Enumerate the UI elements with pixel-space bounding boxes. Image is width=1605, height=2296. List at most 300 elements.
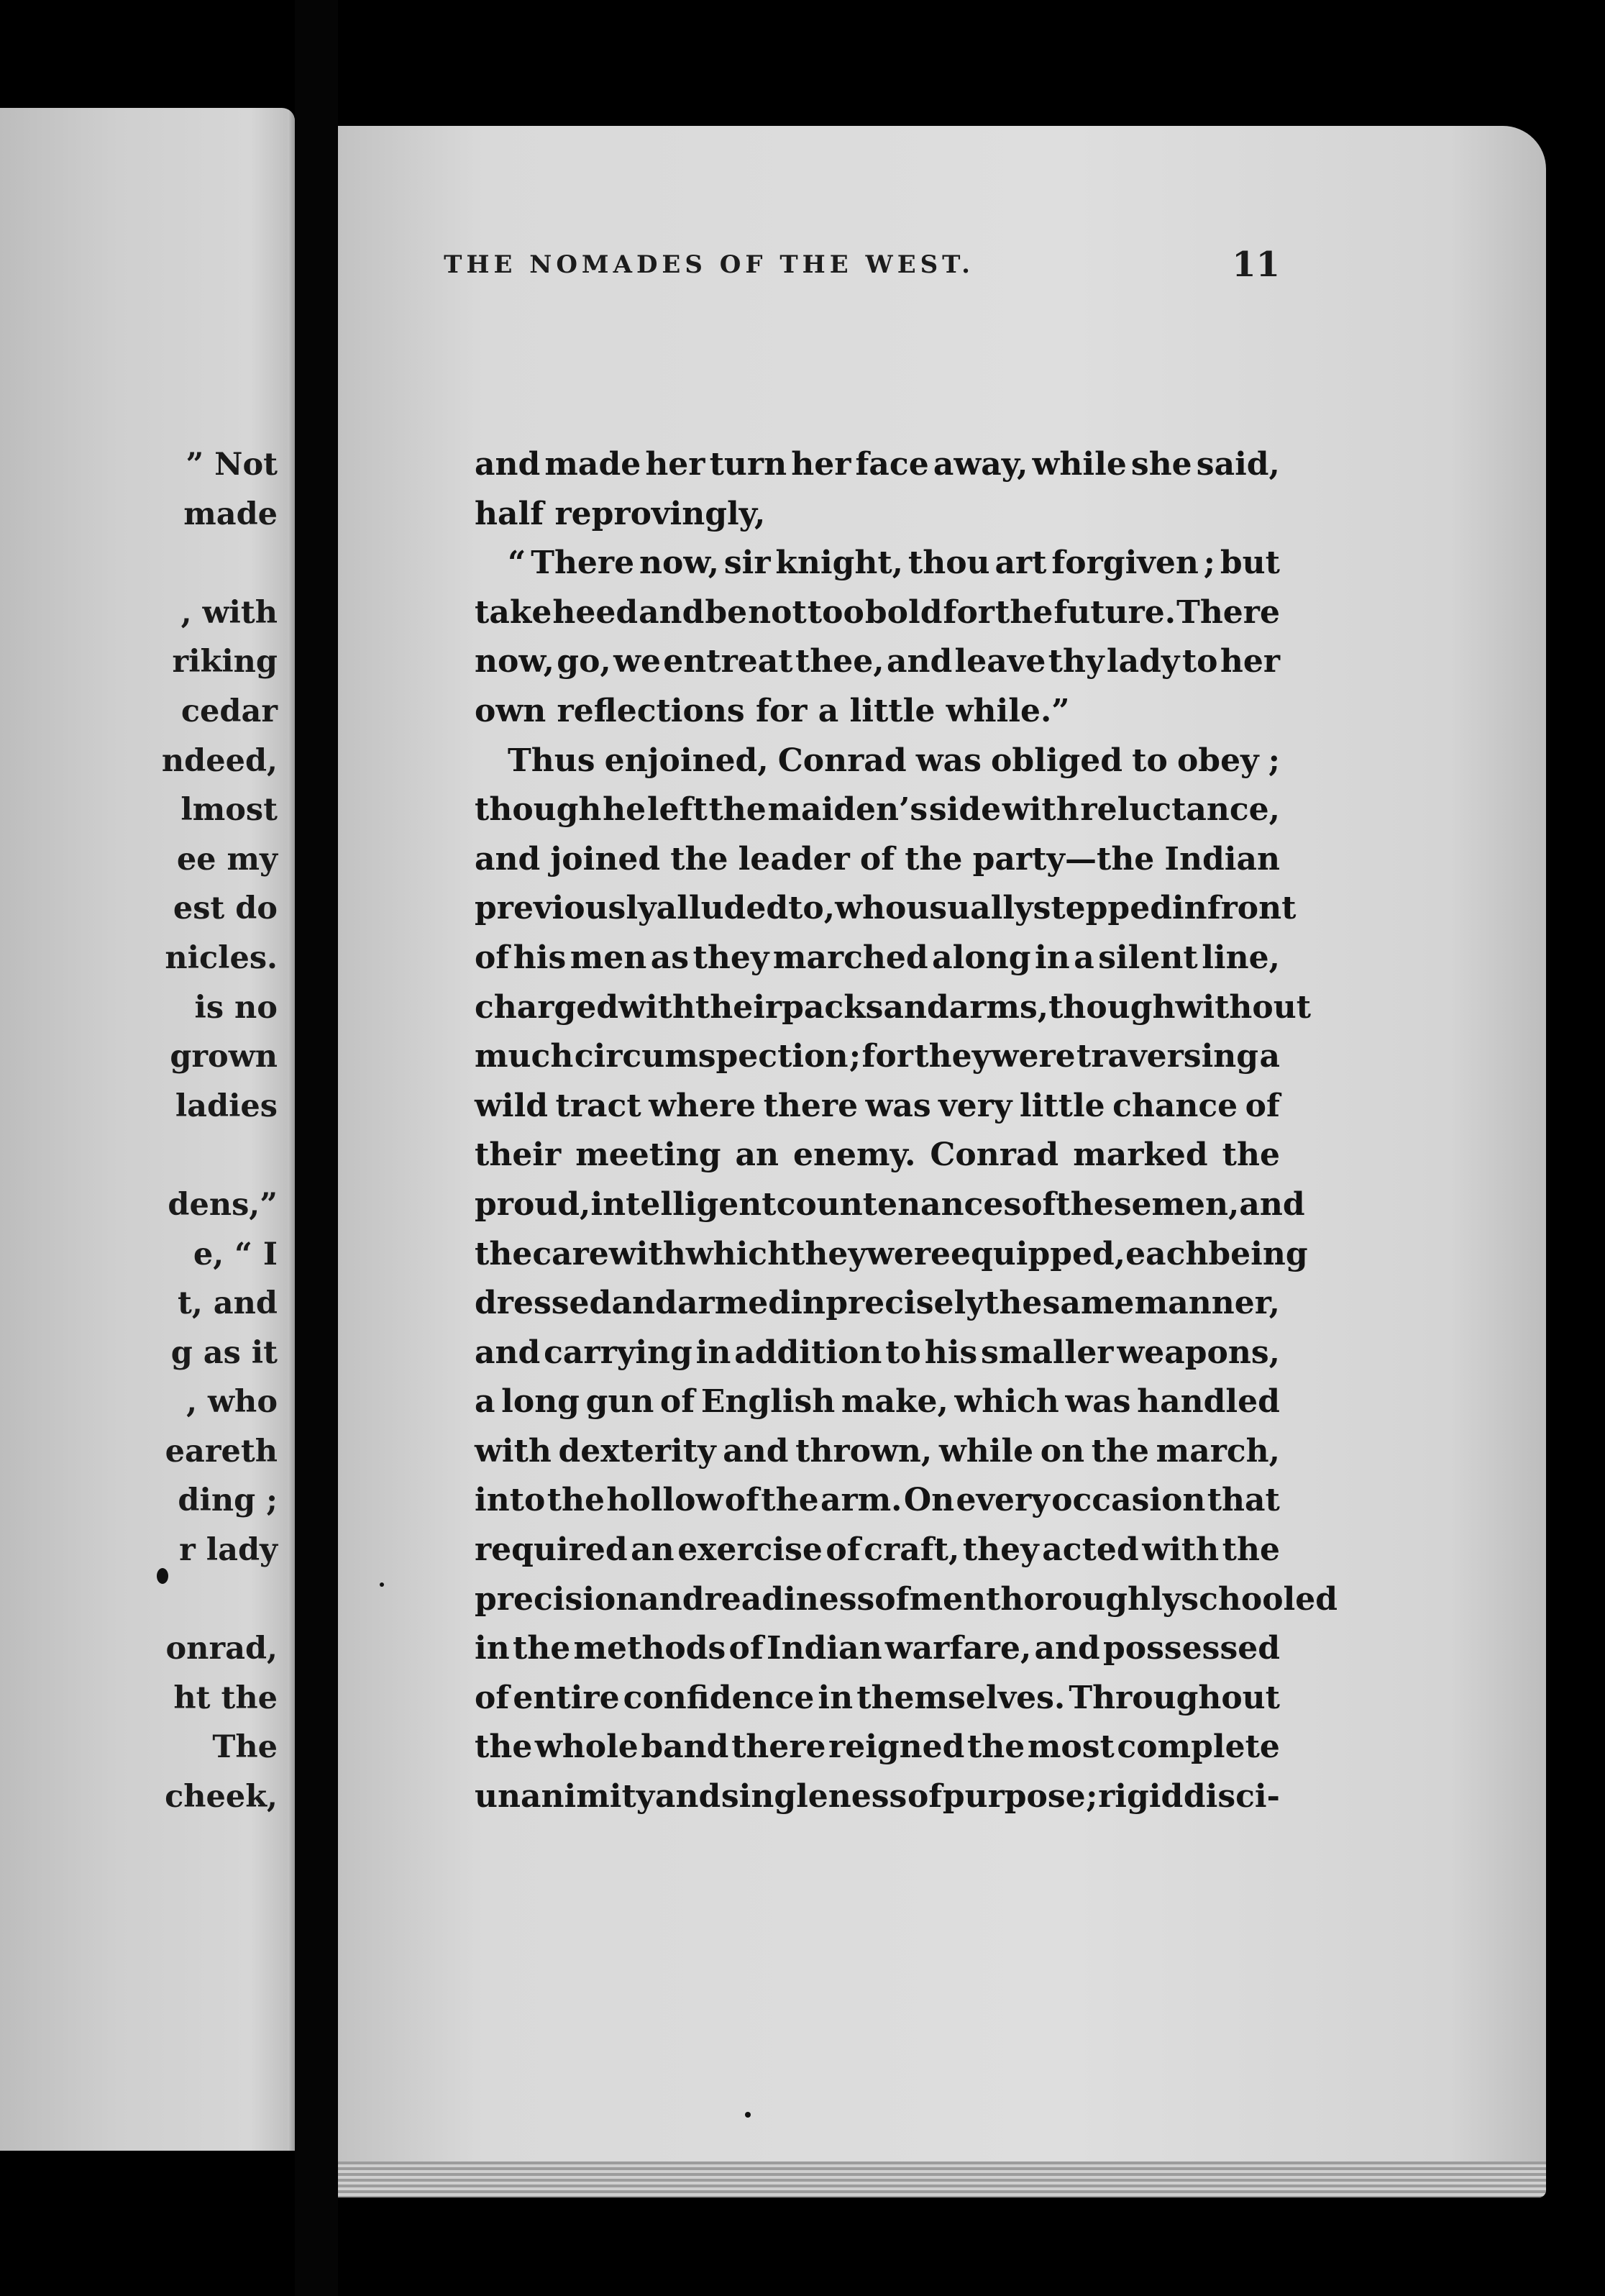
- word: in: [1034, 939, 1070, 976]
- text-line: , who: [186, 1384, 278, 1421]
- word: where: [649, 1087, 756, 1124]
- running-head: THE NOMADES OF THE WEST.: [444, 250, 974, 279]
- word: maiden’s: [767, 791, 928, 829]
- word: reigned: [828, 1728, 965, 1766]
- word: forgiven: [1051, 545, 1199, 582]
- text-line: [475, 785, 1280, 835]
- word: chance: [1112, 1087, 1238, 1124]
- word: an: [735, 1136, 779, 1174]
- word: ;: [849, 1038, 861, 1075]
- word: on: [1040, 1432, 1085, 1470]
- word: and: [639, 1580, 705, 1618]
- word: being: [1208, 1235, 1308, 1272]
- text-line: made: [183, 496, 278, 532]
- word: carrying: [544, 1334, 692, 1371]
- word: enemy.: [793, 1136, 916, 1174]
- text-line-content: [475, 440, 1280, 490]
- word: bold: [864, 593, 943, 631]
- scan-speck: [380, 1582, 384, 1587]
- word: line,: [1202, 939, 1280, 976]
- word: and: [475, 840, 541, 878]
- word: English: [700, 1383, 836, 1421]
- word: their: [695, 988, 782, 1026]
- text-line: ee my: [176, 841, 278, 878]
- text-line: [475, 1772, 1280, 1822]
- word: who: [835, 890, 907, 927]
- text-line: [475, 1032, 1280, 1082]
- word: of: [728, 1630, 764, 1667]
- word: his: [924, 1334, 978, 1371]
- word: of: [475, 1679, 510, 1716]
- word: There: [531, 545, 635, 582]
- word: occasion: [1051, 1482, 1206, 1519]
- page-number: 11: [1232, 245, 1280, 285]
- word: arm.: [820, 1482, 902, 1519]
- word: and: [611, 1285, 677, 1322]
- text-line: est do: [173, 890, 278, 927]
- word: the: [708, 791, 767, 829]
- text-line: is no: [194, 989, 278, 1026]
- word: of: [659, 1383, 695, 1421]
- word: with: [618, 988, 695, 1026]
- word: these: [1056, 1185, 1152, 1223]
- word: which: [685, 1235, 791, 1272]
- word: warfare,: [884, 1630, 1032, 1667]
- text-line: [475, 737, 1280, 786]
- word: they: [790, 1235, 866, 1272]
- word: go,: [557, 643, 611, 680]
- word: Conrad: [930, 1136, 1059, 1174]
- text-line-content: [475, 1131, 1280, 1180]
- word: into: [475, 1482, 546, 1519]
- word: to: [1181, 643, 1218, 680]
- word: but: [1220, 545, 1280, 582]
- text-line-content: [508, 539, 1280, 588]
- text-line: cheek,: [165, 1779, 278, 1816]
- word: take: [475, 593, 552, 631]
- word: her: [1220, 643, 1280, 680]
- word: in: [475, 1630, 510, 1667]
- word: while: [938, 1432, 1034, 1470]
- word: of: [907, 1778, 943, 1816]
- word: was: [1065, 1383, 1131, 1421]
- word: intelligent: [590, 1185, 777, 1223]
- word: purpose: [942, 1778, 1086, 1816]
- text-line: [475, 1329, 1280, 1378]
- word: the: [966, 1728, 1025, 1766]
- word: in: [790, 1285, 826, 1322]
- word: countenances: [776, 1185, 1022, 1223]
- word: much: [475, 1038, 574, 1075]
- word: the: [905, 840, 963, 878]
- word: dressed: [475, 1285, 612, 1322]
- word: smaller: [981, 1334, 1114, 1371]
- word: his: [513, 939, 567, 976]
- word: and: [639, 593, 705, 631]
- text-line: [475, 1427, 1280, 1477]
- text-line: [475, 1377, 1280, 1427]
- word: the: [761, 1482, 819, 1519]
- word: was: [865, 1087, 931, 1124]
- text-line: onrad,: [165, 1631, 278, 1667]
- text-line-content: own reflections for a little while.”: [475, 692, 1070, 729]
- page-bottom-edge: [338, 2161, 1546, 2197]
- text-line-content: [475, 1575, 1338, 1625]
- word: not: [748, 593, 807, 631]
- text-line: [475, 490, 1280, 539]
- word: the: [670, 840, 728, 878]
- word: each: [1125, 1235, 1209, 1272]
- word: were: [866, 1235, 951, 1272]
- word: for: [861, 1038, 913, 1075]
- text-line: e, “ I: [193, 1236, 278, 1272]
- word: gun: [585, 1383, 654, 1421]
- text-line: [475, 1723, 1280, 1772]
- word: proud,: [475, 1185, 591, 1223]
- word: enjoined,: [604, 742, 769, 779]
- text-line: [475, 1279, 1280, 1329]
- text-line: ” Not: [186, 447, 278, 483]
- word: front: [1207, 890, 1297, 927]
- text-line-content: [475, 835, 1280, 885]
- text-line-content: [475, 1476, 1280, 1526]
- word: dexterity: [558, 1432, 716, 1470]
- text-line: nicles.: [165, 939, 278, 976]
- text-line: [475, 1180, 1305, 1230]
- text-line: ding ;: [178, 1482, 278, 1519]
- word: in: [818, 1679, 854, 1716]
- word: band: [641, 1728, 729, 1766]
- text-line: , with: [180, 594, 278, 631]
- text-line-content: [475, 1772, 1280, 1822]
- word: that: [1207, 1482, 1280, 1519]
- word: for: [943, 593, 994, 631]
- word: obey: [1176, 742, 1259, 779]
- previous-page-edge: [288, 108, 295, 2151]
- text-line-content: [475, 1180, 1305, 1230]
- word: “: [508, 545, 526, 582]
- text-line: [475, 1476, 1280, 1526]
- word: of: [826, 1531, 861, 1569]
- text-line-content: [475, 1032, 1280, 1082]
- word: though: [1048, 988, 1176, 1026]
- text-line: [475, 1575, 1338, 1625]
- word: On: [903, 1482, 955, 1519]
- text-line: The: [212, 1729, 278, 1766]
- text-line-content: [475, 1427, 1280, 1477]
- book-gutter: [295, 0, 338, 2296]
- text-line: g as it: [170, 1334, 278, 1371]
- word: turn: [709, 446, 787, 483]
- word: face: [855, 446, 929, 483]
- word: and: [475, 1334, 541, 1371]
- word: the: [475, 1728, 533, 1766]
- text-line: ladies: [175, 1088, 278, 1124]
- word: men: [570, 939, 647, 976]
- text-line: [475, 1230, 1308, 1280]
- text-line: [475, 1082, 1280, 1131]
- text-line-content: [475, 1723, 1280, 1772]
- word: of: [724, 1482, 759, 1519]
- word: make,: [841, 1383, 948, 1421]
- word: in: [695, 1334, 731, 1371]
- text-line: [475, 983, 1312, 1033]
- text-line-content: [475, 1377, 1280, 1427]
- text-line-content: [475, 983, 1312, 1033]
- word: Thus: [508, 742, 595, 779]
- text-line-content: [475, 1674, 1280, 1723]
- word: ;: [1086, 1778, 1098, 1816]
- word: now,: [475, 643, 554, 680]
- word: entreat: [663, 643, 793, 680]
- word: and: [883, 988, 949, 1026]
- word: entire: [513, 1679, 620, 1716]
- text-line: riking: [172, 644, 278, 680]
- word: possessed: [1103, 1630, 1280, 1667]
- word: equipped,: [951, 1235, 1126, 1272]
- text-line-content: [475, 1624, 1280, 1674]
- word: of: [874, 1580, 910, 1618]
- word: the: [547, 1482, 605, 1519]
- word: to: [1132, 742, 1168, 779]
- word: while: [1032, 446, 1127, 483]
- word: and: [1034, 1630, 1100, 1667]
- text-line: [19, 539, 278, 588]
- word: thy: [1048, 643, 1105, 680]
- word: precisely: [826, 1285, 984, 1322]
- text-line: [475, 934, 1280, 983]
- text-line-content: [475, 1230, 1308, 1280]
- word: charged: [475, 988, 618, 1026]
- word: there: [763, 1087, 859, 1124]
- text-line: [19, 1131, 278, 1180]
- word: left: [646, 791, 708, 829]
- word: her: [645, 446, 705, 483]
- word: and: [1239, 1185, 1305, 1223]
- word: joined: [550, 840, 661, 878]
- word: with: [1002, 791, 1079, 829]
- scan-speck: [157, 1568, 168, 1584]
- word: the: [1091, 1432, 1150, 1470]
- text-line: t, and: [178, 1285, 278, 1322]
- word: said,: [1196, 446, 1280, 483]
- word: and: [886, 643, 953, 680]
- word: he: [603, 791, 646, 829]
- word: the: [1222, 1531, 1280, 1569]
- text-line: r lady: [179, 1532, 278, 1569]
- previous-page: [0, 108, 295, 2151]
- text-line-content: [475, 588, 1280, 638]
- text-line: [475, 884, 1297, 934]
- text-line: [475, 440, 1280, 490]
- word: marked: [1073, 1136, 1208, 1174]
- word: now,: [639, 545, 719, 582]
- word: obliged: [990, 742, 1123, 779]
- word: wild: [475, 1087, 549, 1124]
- text-line: eareth: [165, 1433, 278, 1470]
- word: the: [984, 1285, 1043, 1322]
- word: of: [475, 939, 510, 976]
- text-line: ndeed,: [161, 742, 278, 779]
- word: heed: [552, 593, 639, 631]
- word: made: [544, 446, 641, 483]
- word: Indian: [1164, 840, 1280, 878]
- word: readiness: [704, 1580, 875, 1618]
- word: care: [532, 1235, 609, 1272]
- word: away,: [933, 446, 1028, 483]
- text-line: [475, 1131, 1280, 1180]
- word: alluded: [656, 890, 789, 927]
- word: future.: [1053, 593, 1176, 631]
- word: themselves.: [856, 1679, 1066, 1716]
- text-line-content: [475, 1329, 1280, 1378]
- word: schooled: [1181, 1580, 1338, 1618]
- word: the: [995, 593, 1053, 631]
- word: sir: [723, 545, 771, 582]
- word: as: [650, 939, 690, 976]
- word: exercise: [677, 1531, 823, 1569]
- word: confidence: [623, 1679, 815, 1716]
- word: thou: [907, 545, 990, 582]
- word: men,: [1151, 1185, 1240, 1223]
- word: Indian: [767, 1630, 882, 1667]
- word: and: [723, 1432, 789, 1470]
- word: reluctance,: [1080, 791, 1280, 829]
- word: too: [807, 593, 864, 631]
- word: there: [731, 1728, 826, 1766]
- word: long: [501, 1383, 580, 1421]
- word: knight,: [775, 545, 903, 582]
- word: singleness: [721, 1778, 907, 1816]
- word: little: [1019, 1087, 1105, 1124]
- word: thoroughly: [986, 1580, 1181, 1618]
- word: a: [475, 1383, 495, 1421]
- text-line-content: [475, 1082, 1280, 1131]
- word: same: [1042, 1285, 1135, 1322]
- word: a: [1259, 1038, 1280, 1075]
- text-line: [475, 1526, 1280, 1575]
- word: side: [928, 791, 1002, 829]
- word: circumspection: [574, 1038, 849, 1075]
- word: leader: [738, 840, 850, 878]
- text-line-content: [475, 1526, 1280, 1575]
- word: precision: [475, 1580, 639, 1618]
- word: in: [1171, 890, 1207, 927]
- text-line-content: [475, 637, 1280, 687]
- word: There: [1176, 593, 1280, 631]
- word: her: [791, 446, 851, 483]
- word: she: [1130, 446, 1192, 483]
- word: arms,: [948, 988, 1049, 1026]
- word: be: [705, 593, 748, 631]
- word: addition: [734, 1334, 882, 1371]
- word: of: [859, 840, 895, 878]
- text-line-content: half reprovingly,: [475, 495, 766, 532]
- text-line: grown: [170, 1039, 278, 1075]
- page-header: [314, 240, 1280, 290]
- text-line-content: [475, 884, 1297, 934]
- text-line-content: [475, 1279, 1280, 1329]
- text-line: [19, 1575, 278, 1625]
- word: of: [1021, 1185, 1056, 1223]
- word: disci-: [1183, 1778, 1280, 1816]
- word: rigid: [1098, 1778, 1184, 1816]
- word: they: [962, 1531, 1039, 1569]
- word: thee,: [795, 643, 884, 680]
- word: craft,: [864, 1531, 960, 1569]
- word: men: [909, 1580, 987, 1618]
- text-line: [475, 835, 1280, 885]
- word: silent: [1098, 939, 1198, 976]
- word: to: [885, 1334, 921, 1371]
- text-line: [475, 1624, 1280, 1674]
- word: methods: [573, 1630, 726, 1667]
- word: handled: [1137, 1383, 1280, 1421]
- text-line: [475, 637, 1280, 687]
- word: Conrad: [777, 742, 907, 779]
- word: leave: [954, 643, 1046, 680]
- word: hollow: [606, 1482, 723, 1519]
- word: required: [475, 1531, 628, 1569]
- word: previously: [475, 890, 657, 927]
- word: with: [608, 1235, 686, 1272]
- word: traversing: [1076, 1038, 1259, 1075]
- word: they: [914, 1038, 991, 1075]
- word: along: [932, 939, 1031, 976]
- text-line-content: [475, 934, 1280, 983]
- word: marched: [772, 939, 928, 976]
- word: weapons,: [1117, 1334, 1280, 1371]
- word: a: [1074, 939, 1094, 976]
- word: ;: [1268, 742, 1280, 779]
- word: party—the: [972, 840, 1155, 878]
- word: lady: [1106, 643, 1180, 680]
- previous-page-text: [19, 440, 278, 1822]
- word: tract: [555, 1087, 641, 1124]
- word: their: [475, 1136, 562, 1174]
- word: art: [994, 545, 1047, 582]
- text-line: dens,”: [168, 1186, 278, 1223]
- text-line: lmost: [180, 792, 278, 829]
- text-line: [475, 1674, 1280, 1723]
- word: manner,: [1134, 1285, 1280, 1322]
- word: thrown,: [795, 1432, 933, 1470]
- word: with: [1142, 1531, 1220, 1569]
- word: we: [613, 643, 661, 680]
- text-line: [475, 588, 1280, 638]
- word: Throughout: [1069, 1679, 1280, 1716]
- word: was: [915, 742, 982, 779]
- word: packs: [782, 988, 884, 1026]
- word: and: [475, 446, 541, 483]
- word: meeting: [575, 1136, 721, 1174]
- word: with: [475, 1432, 552, 1470]
- word: every: [956, 1482, 1050, 1519]
- word: they: [692, 939, 769, 976]
- word: though: [475, 791, 602, 829]
- word: of: [1245, 1087, 1280, 1124]
- text-line: cedar: [180, 693, 278, 729]
- text-line-content: [508, 737, 1280, 786]
- word: acted: [1042, 1531, 1139, 1569]
- word: very: [938, 1087, 1012, 1124]
- word: an: [631, 1531, 675, 1569]
- word: most: [1027, 1728, 1115, 1766]
- text-line: [475, 539, 1280, 588]
- word: without: [1175, 988, 1312, 1026]
- text-line: [475, 687, 1280, 737]
- word: whole: [534, 1728, 639, 1766]
